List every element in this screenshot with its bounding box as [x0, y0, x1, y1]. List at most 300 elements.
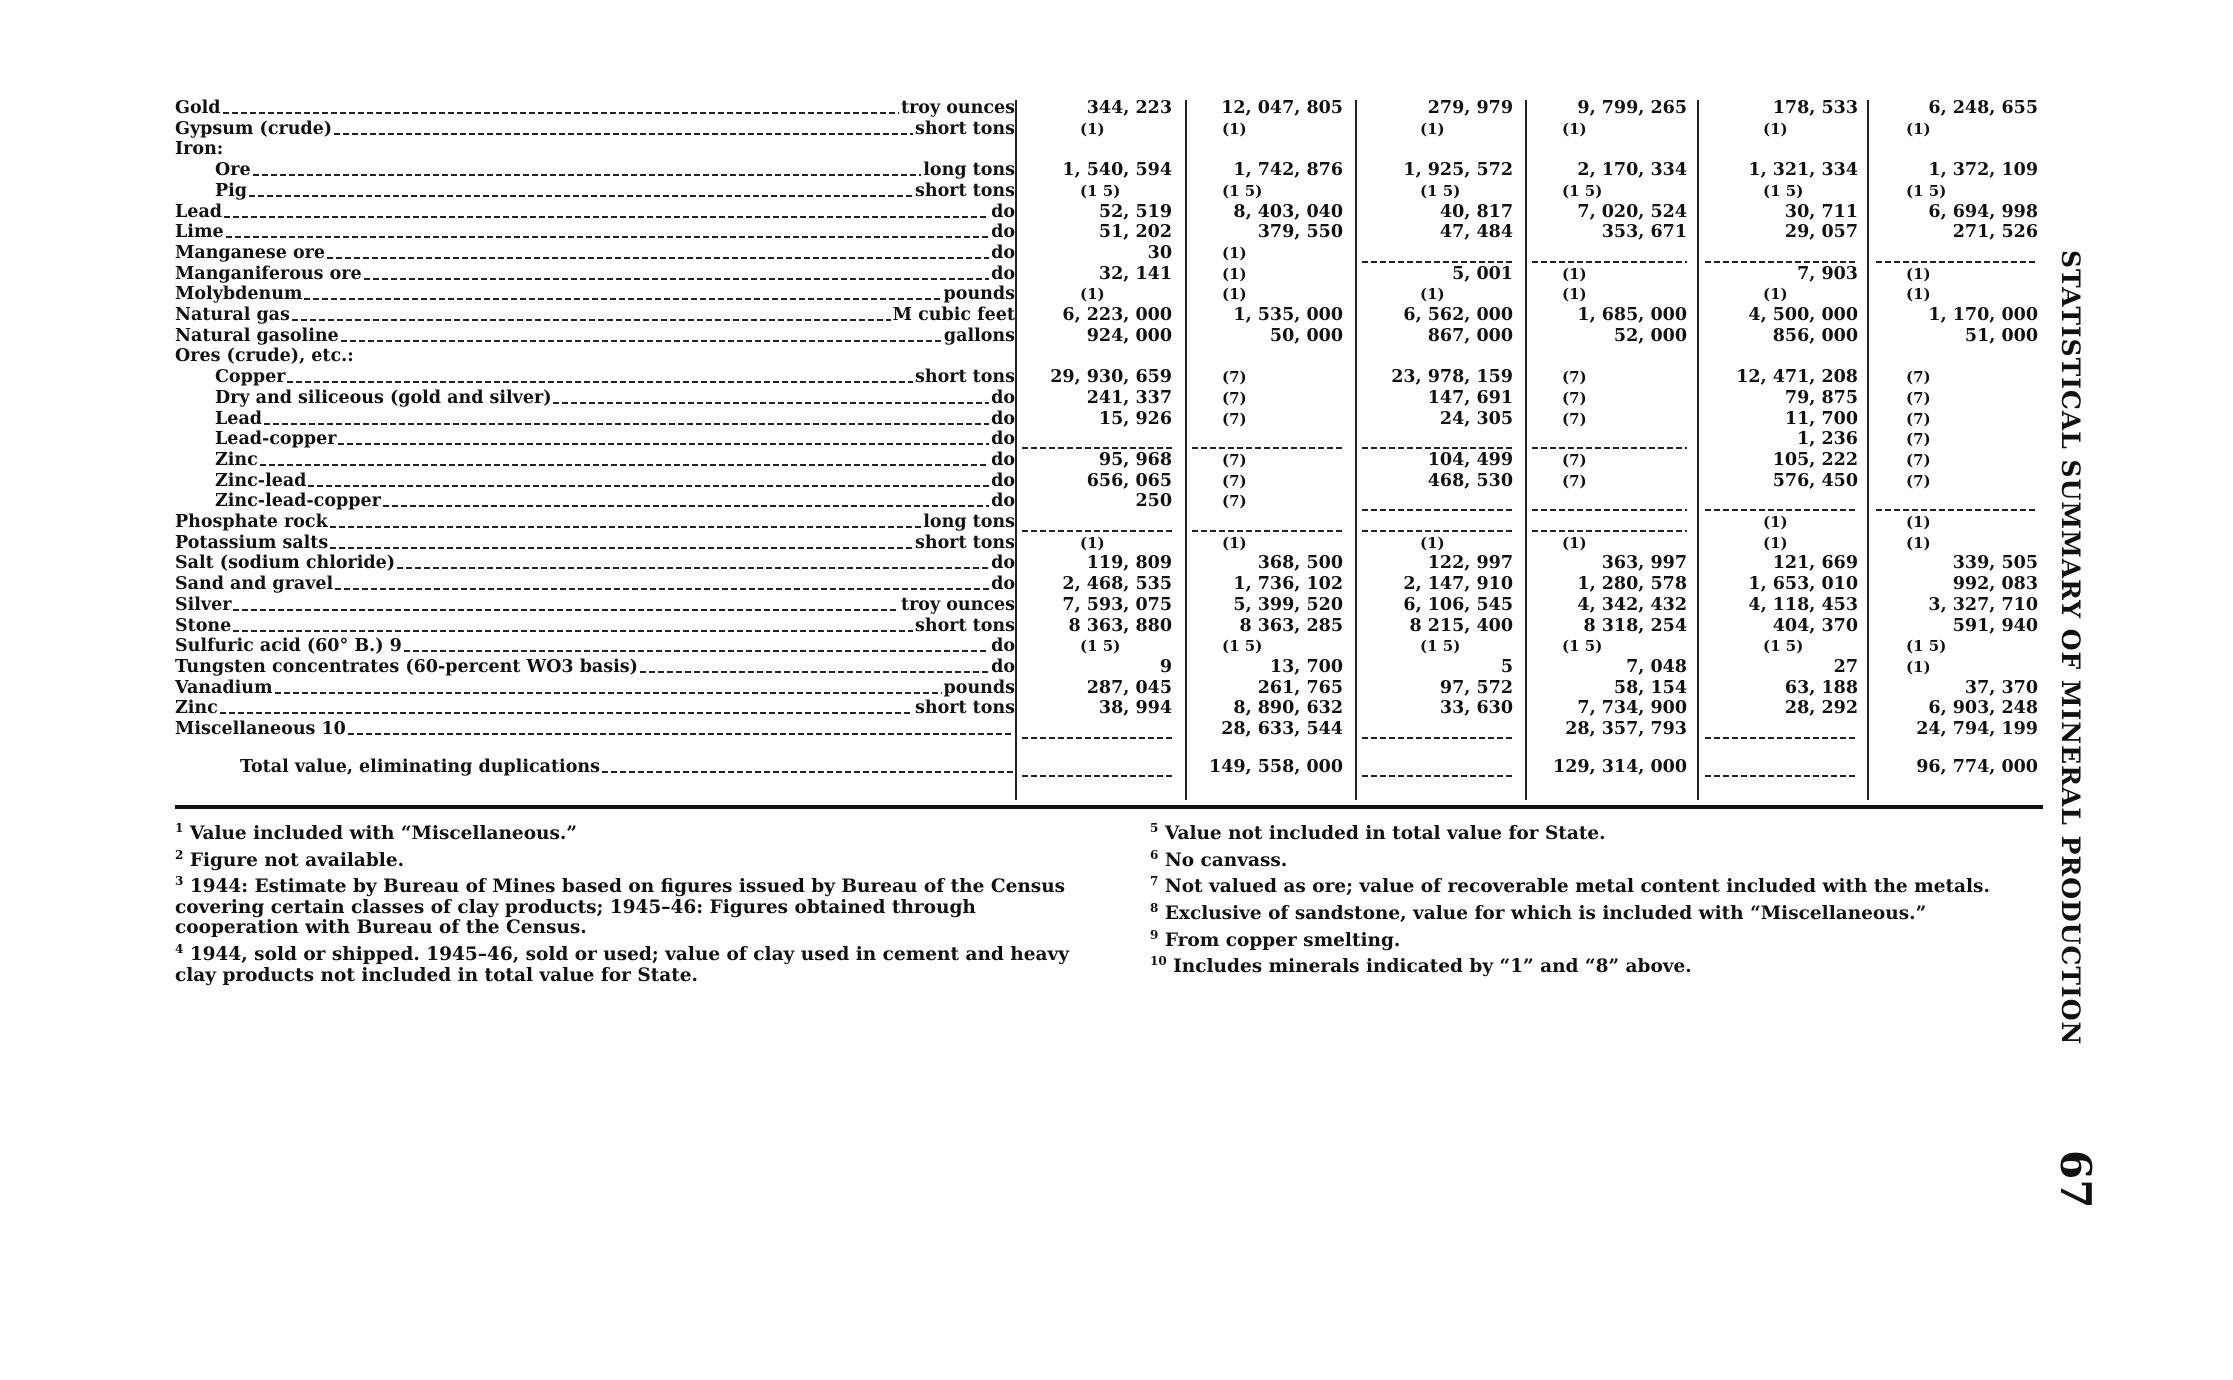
dot-leader: [233, 630, 913, 632]
footnote-ref-cell: (1): [1763, 119, 1788, 138]
footnote-ref-cell: (7): [1562, 450, 1587, 469]
value-cell: 379, 550: [1257, 222, 1343, 243]
row-label: [215, 409, 1015, 429]
row-unit: short tons: [915, 698, 1015, 719]
footnote-ref-cell: (7): [1562, 409, 1587, 428]
footnote: [1150, 898, 2030, 925]
dot-leader: [223, 112, 899, 114]
footnote-ref-cell: (7): [1562, 368, 1587, 387]
table-row: [0, 491, 2060, 511]
empty-cell-dash: [1532, 509, 1687, 511]
dot-leader: [338, 443, 989, 445]
dot-leader: [308, 485, 989, 487]
row-label-text: Stone: [175, 615, 232, 636]
row-label: [175, 284, 1015, 304]
footnote-mark: 6: [1150, 847, 1159, 862]
row-unit: pounds: [943, 677, 1015, 698]
footnote-ref-cell: (7): [1906, 450, 1931, 469]
empty-cell-dash: [1022, 447, 1172, 449]
dot-leader: [304, 298, 941, 300]
row-label-text: Molybdenum: [175, 284, 303, 305]
row-label-text: Tungsten concentrates (60-percent WO3 basis): [175, 656, 638, 677]
footnote-ref-cell: (1): [1222, 264, 1247, 283]
value-cell: 7, 734, 900: [1577, 698, 1687, 719]
dot-leader: [275, 692, 942, 694]
table-row: [0, 636, 2060, 656]
value-cell: 1, 685, 000: [1577, 305, 1687, 325]
value-cell: 11, 700: [1784, 408, 1858, 429]
footnote: [1150, 951, 2030, 978]
footnote-ref-cell: (7): [1906, 368, 1931, 387]
footnotes-right: [1150, 818, 2030, 978]
empty-cell-dash: [1362, 261, 1513, 263]
row-label: [215, 181, 1015, 201]
value-cell: 13, 700: [1269, 656, 1343, 677]
dot-leader: [220, 712, 913, 714]
table-row: [0, 326, 2060, 346]
row-label-text: Total value, eliminating duplications: [240, 757, 600, 777]
value-cell: 7, 020, 524: [1577, 201, 1687, 222]
footnote-ref-cell: (1): [1420, 533, 1445, 552]
value-cell: 339, 505: [1952, 553, 2038, 574]
value-cell: 1, 372, 109: [1928, 160, 2038, 181]
value-cell: 47, 484: [1439, 222, 1513, 243]
table-row: [0, 222, 2060, 242]
dot-leader: [224, 216, 989, 218]
dot-leader: [364, 278, 989, 280]
footnote-ref-cell: (1): [1080, 533, 1105, 552]
footnote-mark: 1: [175, 821, 184, 835]
value-cell: 591, 940: [1952, 615, 2038, 636]
row-unit: do: [991, 449, 1015, 470]
value-cell: 96, 774, 000: [1916, 757, 2038, 777]
table-row: [0, 512, 2060, 532]
dot-leader: [334, 133, 913, 135]
row-label-text: Iron:: [175, 139, 224, 160]
footnote-mark: 5: [1150, 821, 1159, 835]
row-label-text: Gypsum (crude): [175, 118, 333, 139]
value-cell: 250: [1135, 491, 1172, 512]
table-row: [0, 574, 2060, 594]
footnote-ref-cell: (1 5): [1222, 181, 1263, 200]
footnote-mark: 7: [1150, 874, 1159, 889]
footnote: [175, 939, 1090, 986]
footnote-ref-cell: (1): [1906, 657, 1931, 676]
footnote-ref-cell: (1 5): [1763, 637, 1804, 656]
value-cell: 1, 925, 572: [1403, 160, 1513, 181]
footnote-ref-cell: (1 5): [1420, 637, 1461, 656]
table-row: [0, 202, 2060, 222]
table-row: [0, 346, 2060, 366]
value-cell: 404, 370: [1772, 615, 1858, 636]
value-cell: 7, 593, 075: [1062, 594, 1172, 615]
row-label-text: Manganiferous ore: [175, 263, 362, 284]
row-label-text: Phosphate rock: [175, 512, 328, 532]
row-label-text: Lead: [215, 408, 263, 429]
row-unit: short tons: [915, 615, 1015, 636]
dot-leader: [264, 423, 989, 425]
empty-cell-dash: [1362, 509, 1513, 511]
dot-leader: [404, 650, 989, 652]
table-bottom-rule: [175, 805, 2043, 809]
value-cell: 58, 154: [1613, 677, 1687, 698]
dot-leader: [348, 733, 1013, 735]
value-cell: 241, 337: [1086, 387, 1172, 408]
footnote-ref-cell: (7): [1906, 388, 1931, 407]
row-unit: long tons: [923, 160, 1015, 181]
row-label: [175, 616, 1015, 636]
row-unit: do: [991, 656, 1015, 677]
footnote-text: Not valued as ore; value of recoverable metal content included with the metals.: [1164, 876, 1990, 898]
value-cell: 2, 147, 910: [1403, 574, 1513, 595]
value-cell: 28, 357, 793: [1565, 719, 1687, 739]
value-cell: 129, 314, 000: [1553, 757, 1687, 777]
footnote-ref-cell: (7): [1906, 430, 1931, 449]
value-cell: 287, 045: [1086, 677, 1172, 698]
empty-cell-dash: [1532, 530, 1687, 532]
footnote-ref-cell: (1): [1763, 533, 1788, 552]
value-cell: 15, 926: [1098, 408, 1172, 429]
value-cell: 23, 978, 159: [1391, 367, 1513, 388]
table-row: [0, 595, 2060, 615]
footnote-ref-cell: (1 5): [1562, 181, 1603, 200]
empty-cell-dash: [1022, 737, 1172, 739]
empty-cell-dash: [1705, 261, 1858, 263]
value-cell: 576, 450: [1772, 470, 1858, 491]
footnote-text: From copper smelting.: [1164, 929, 1401, 951]
value-cell: 856, 000: [1772, 325, 1858, 346]
value-cell: 24, 305: [1439, 408, 1513, 429]
row-label: [215, 388, 1015, 408]
empty-cell-dash: [1532, 261, 1687, 263]
row-unit: do: [991, 222, 1015, 243]
table-row: [0, 264, 2060, 284]
row-label-text: Lead: [175, 201, 223, 222]
table-row: [0, 533, 2060, 553]
empty-cell-dash: [1705, 737, 1858, 739]
page-number: 67: [2051, 1150, 2100, 1209]
empty-cell-dash: [1362, 775, 1513, 777]
row-label: [240, 757, 1015, 777]
row-label: [175, 326, 1015, 346]
footnotes-left: [175, 818, 1090, 986]
row-unit: do: [991, 408, 1015, 429]
dot-leader: [397, 567, 989, 569]
row-unit: short tons: [915, 118, 1015, 139]
value-cell: 1, 321, 334: [1748, 160, 1858, 181]
value-cell: 6, 223, 000: [1062, 305, 1172, 325]
value-cell: 363, 997: [1601, 553, 1687, 574]
value-cell: 4, 342, 432: [1577, 594, 1687, 615]
footnote-ref-cell: (1): [1906, 513, 1931, 531]
value-cell: 51, 000: [1964, 325, 2038, 346]
value-cell: 52, 519: [1098, 201, 1172, 222]
footnote-ref-cell: (1): [1080, 285, 1105, 304]
table-row: [0, 160, 2060, 180]
row-label: [175, 574, 1015, 594]
empty-cell-dash: [1362, 737, 1513, 739]
table-row: [0, 471, 2060, 491]
footnote-ref-cell: (1 5): [1080, 181, 1121, 200]
footnote-mark: 9: [1150, 927, 1159, 942]
footnote-ref-cell: (1): [1906, 533, 1931, 552]
row-label: [175, 719, 1015, 739]
dot-leader: [330, 547, 913, 549]
footnote-ref-cell: (1): [1562, 533, 1587, 552]
dot-leader: [341, 340, 942, 342]
footnote-text: Value included with “Miscellaneous.”: [189, 823, 577, 845]
value-cell: 4, 118, 453: [1748, 594, 1858, 615]
footnote: [175, 871, 1090, 939]
footnote: [1150, 818, 2030, 845]
value-cell: 344, 223: [1086, 98, 1172, 118]
footnote-ref-cell: (7): [1222, 450, 1247, 469]
footnote-ref-cell: (7): [1906, 471, 1931, 490]
empty-cell-dash: [1362, 530, 1513, 532]
value-cell: 38, 994: [1098, 698, 1172, 719]
value-cell: 6, 106, 545: [1403, 594, 1513, 615]
row-label: [175, 595, 1015, 615]
value-cell: 28, 292: [1784, 698, 1858, 719]
footnote-text: Includes minerals indicated by “1” and “8” above.: [1173, 956, 1692, 978]
row-label: [175, 533, 1015, 553]
footnote-ref-cell: (1): [1562, 264, 1587, 283]
footnote-ref-cell: (7): [1562, 388, 1587, 407]
table-row: [0, 139, 2060, 159]
value-cell: 9: [1159, 656, 1172, 677]
footnote-ref-cell: (1): [1080, 119, 1105, 138]
row-unit: do: [991, 470, 1015, 491]
empty-cell-dash: [1876, 261, 2038, 263]
value-cell: 178, 533: [1772, 98, 1858, 118]
value-cell: 261, 765: [1257, 677, 1343, 698]
table-row: [0, 553, 2060, 573]
footnote-ref-cell: (1 5): [1562, 637, 1603, 656]
table-row: [0, 119, 2060, 139]
value-cell: 122, 997: [1427, 553, 1513, 574]
value-cell: 29, 057: [1784, 222, 1858, 243]
value-cell: 4, 500, 000: [1748, 305, 1858, 325]
dot-leader: [553, 402, 989, 404]
row-label-text: Zinc-lead: [215, 470, 307, 491]
value-cell: 6, 562, 000: [1403, 305, 1513, 325]
empty-cell-dash: [1362, 447, 1513, 449]
footnote-mark: 10: [1150, 954, 1167, 969]
row-label-text: Sulfuric acid (60° B.) 9: [175, 636, 402, 657]
footnote-ref-cell: (1): [1906, 285, 1931, 304]
footnote-ref-cell: (7): [1222, 409, 1247, 428]
row-unit: short tons: [915, 180, 1015, 201]
value-cell: 32, 141: [1098, 263, 1172, 284]
value-cell: 1, 653, 010: [1748, 574, 1858, 595]
row-label: [215, 367, 1015, 387]
table-row: [0, 98, 2060, 118]
value-cell: 104, 499: [1427, 449, 1513, 470]
table-row: [0, 450, 2060, 470]
row-label-text: Natural gas: [175, 305, 290, 325]
value-cell: 6, 903, 248: [1928, 698, 2038, 719]
empty-cell-dash: [1192, 530, 1343, 532]
value-cell: 119, 809: [1086, 553, 1172, 574]
dot-leader: [249, 195, 913, 197]
footnote-ref-cell: (1): [1222, 285, 1247, 304]
table-row: [0, 698, 2060, 718]
footnote-ref-cell: (1 5): [1420, 181, 1461, 200]
row-label-text: Vanadium: [175, 677, 273, 698]
empty-cell-dash: [1022, 775, 1172, 777]
dot-leader: [335, 588, 989, 590]
row-label: [175, 553, 1015, 573]
row-unit: do: [991, 553, 1015, 574]
row-label-text: Zinc-lead-copper: [215, 491, 381, 512]
value-cell: 5, 001: [1452, 263, 1513, 284]
row-unit: do: [991, 263, 1015, 284]
footnote-text: 1944: Estimate by Bureau of Mines based on figures issued by Bureau of the Census covering certain classes of clay products; 1945–46: Figures obtained through cooperation with Bureau of the Census.: [175, 876, 1066, 939]
value-cell: 105, 222: [1772, 449, 1858, 470]
value-cell: 63, 188: [1784, 677, 1858, 698]
value-cell: 33, 630: [1439, 698, 1513, 719]
table-row: [0, 429, 2060, 449]
table-row: [0, 284, 2060, 304]
value-cell: 12, 047, 805: [1221, 98, 1343, 118]
row-unit: do: [991, 636, 1015, 657]
value-cell: 95, 968: [1098, 449, 1172, 470]
row-label-text: Salt (sodium chloride): [175, 553, 396, 574]
value-cell: 1, 742, 876: [1233, 160, 1343, 181]
dot-leader: [233, 609, 899, 611]
value-cell: 1, 170, 000: [1928, 305, 2038, 325]
row-label-text: Potassium salts: [175, 532, 329, 553]
row-label-text: Manganese ore: [175, 242, 325, 263]
footnote-ref-cell: (1): [1763, 285, 1788, 304]
footnote-ref-cell: (1): [1562, 285, 1587, 304]
value-cell: 30, 711: [1784, 201, 1858, 222]
row-label: [175, 139, 1015, 159]
footnote-ref-cell: (1): [1906, 119, 1931, 138]
footnote-ref-cell: (1): [1420, 285, 1445, 304]
empty-cell-dash: [1705, 509, 1858, 511]
row-label-text: Pig: [215, 180, 248, 201]
value-cell: 353, 671: [1601, 222, 1687, 243]
dot-leader: [640, 671, 989, 673]
row-label-text: Copper: [215, 367, 286, 388]
value-cell: 8 318, 254: [1583, 615, 1687, 636]
value-cell: 7, 903: [1797, 263, 1858, 284]
footnote-text: Value not included in total value for State.: [1164, 823, 1606, 845]
table-row: [0, 305, 2060, 325]
table-row: [0, 616, 2060, 636]
footnote-text: Exclusive of sandstone, value for which is included with “Miscellaneous.”: [1164, 903, 1927, 925]
row-label: [175, 264, 1015, 284]
value-cell: 24, 794, 199: [1916, 719, 2038, 739]
footnote: [1150, 871, 2030, 898]
footnote: [175, 818, 1090, 845]
footnote-mark: 3: [175, 874, 184, 889]
row-unit: short tons: [915, 532, 1015, 553]
footnote-ref-cell: (7): [1222, 368, 1247, 387]
footnote-ref-cell: (1): [1222, 533, 1247, 552]
value-cell: 149, 558, 000: [1209, 757, 1343, 777]
value-cell: 8 215, 400: [1409, 615, 1513, 636]
value-cell: 8, 890, 632: [1233, 698, 1343, 719]
row-unit: short tons: [915, 367, 1015, 388]
row-unit: do: [991, 387, 1015, 408]
row-label-text: Ores (crude), etc.:: [175, 346, 354, 367]
row-label-text: Ore: [215, 160, 251, 181]
row-unit: long tons: [923, 512, 1015, 532]
table-row: [0, 657, 2060, 677]
value-cell: 9, 799, 265: [1577, 98, 1687, 118]
table-row: [0, 388, 2060, 408]
dot-leader: [383, 505, 989, 507]
value-cell: 30: [1147, 242, 1172, 263]
value-cell: 51, 202: [1098, 222, 1172, 243]
value-cell: 1, 236: [1797, 429, 1858, 450]
table-row: [0, 243, 2060, 263]
dot-leader: [253, 174, 922, 176]
value-cell: 368, 500: [1257, 553, 1343, 574]
empty-cell-dash: [1705, 775, 1858, 777]
value-cell: 27: [1833, 656, 1858, 677]
row-label: [175, 119, 1015, 139]
row-label: [175, 202, 1015, 222]
row-unit: gallons: [943, 325, 1015, 346]
value-cell: 1, 280, 578: [1577, 574, 1687, 595]
row-label-text: Dry and siliceous (gold and silver): [215, 387, 552, 408]
value-cell: 271, 526: [1952, 222, 2038, 243]
value-cell: 37, 370: [1964, 677, 2038, 698]
value-cell: 6, 248, 655: [1928, 98, 2038, 118]
footnote-mark: 4: [175, 941, 184, 956]
running-title: STATISTICAL SUMMARY OF MINERAL PRODUCTION: [2056, 250, 2085, 1046]
value-cell: 6, 694, 998: [1928, 201, 2038, 222]
dot-leader: [327, 257, 989, 259]
dot-leader: [602, 771, 1013, 773]
row-unit: do: [991, 242, 1015, 263]
row-label: [175, 305, 1015, 325]
dot-leader: [287, 381, 913, 383]
footnote-text: No canvass.: [1164, 849, 1288, 871]
footnote-ref-cell: (7): [1222, 471, 1247, 490]
footnote-ref-cell: (7): [1906, 409, 1931, 428]
value-cell: 8 363, 880: [1068, 615, 1172, 636]
value-cell: 867, 000: [1427, 325, 1513, 346]
row-label: [175, 636, 1015, 656]
row-label: [175, 678, 1015, 698]
footnote: [1150, 845, 2030, 872]
value-cell: 52, 000: [1613, 325, 1687, 346]
dot-leader: [260, 464, 989, 466]
footnote-ref-cell: (1 5): [1906, 637, 1947, 656]
row-label: [175, 657, 1015, 677]
value-cell: 5, 399, 520: [1233, 594, 1343, 615]
footnote-ref-cell: (1): [1906, 264, 1931, 283]
row-label: [215, 491, 1015, 511]
footnote-ref-cell: (1 5): [1906, 181, 1947, 200]
value-cell: 97, 572: [1439, 677, 1513, 698]
row-label-text: Silver: [175, 594, 232, 615]
row-label: [215, 450, 1015, 470]
empty-cell-dash: [1022, 530, 1172, 532]
row-label: [175, 512, 1015, 532]
footnote-mark: 8: [1150, 900, 1159, 915]
dot-leader: [226, 236, 989, 238]
value-cell: 7, 048: [1626, 656, 1687, 677]
row-label-text: Sand and gravel: [175, 574, 334, 595]
footnote: [175, 845, 1090, 872]
value-cell: 1, 736, 102: [1233, 574, 1343, 595]
value-cell: 468, 530: [1427, 470, 1513, 491]
